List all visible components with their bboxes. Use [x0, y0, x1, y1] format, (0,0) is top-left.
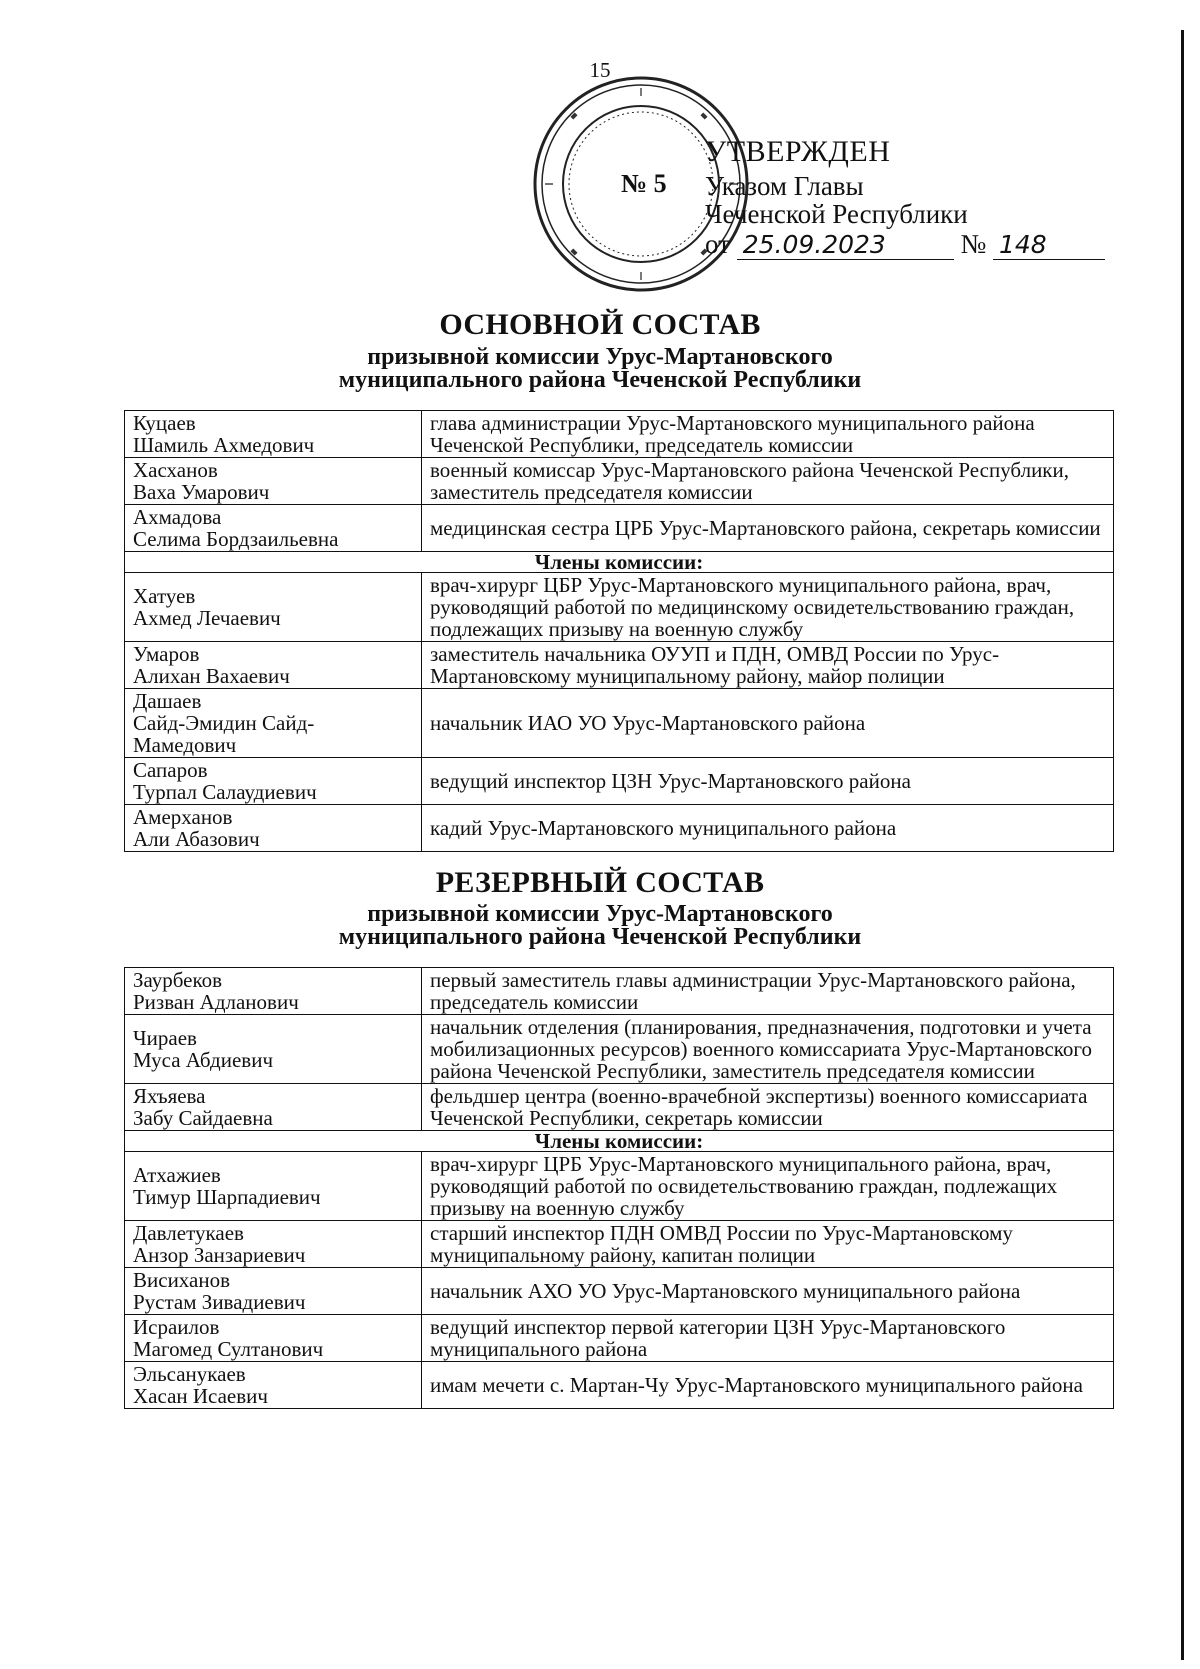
member-position: ведущий инспектор ЦЗН Урус-Мартановского района — [422, 758, 1114, 805]
table-row — [125, 1362, 1114, 1409]
member-surname: Яхъяева — [133, 1084, 206, 1108]
member-given-names: Ризван Адланович — [133, 990, 299, 1014]
member-surname: Сапаров — [133, 758, 208, 782]
member-name — [125, 1362, 422, 1409]
member-name — [125, 758, 422, 805]
member-name — [125, 1268, 422, 1315]
table-row — [125, 1152, 1114, 1221]
member-given-names: Тимур Шарпадиевич — [133, 1185, 321, 1209]
member-name — [125, 1152, 422, 1221]
member-name — [125, 1315, 422, 1362]
member-given-names: Хасан Исаевич — [133, 1384, 268, 1408]
member-given-names: Селима Бордзаильевна — [133, 527, 339, 551]
table-row — [125, 805, 1114, 852]
reserve-subtitle-line-1: призывной комиссии Урус-Мартановского — [367, 901, 833, 927]
member-surname: Дашаев — [133, 689, 202, 713]
member-surname: Куцаев — [133, 411, 196, 435]
member-position: врач-хирург ЦБР Урус-Мартановского муниципального района, врач, руководящий работой по медицинскому освидетельствованию граждан, подлежащих призыву на военную службу — [422, 573, 1114, 642]
table-row — [125, 1315, 1114, 1362]
member-given-names: Шамиль Ахмедович — [133, 433, 315, 457]
member-surname: Ахмадова — [133, 505, 222, 529]
reserve-subtitle-line-2: муниципального района Чеченской Республики — [338, 924, 862, 950]
member-given-names: Ваха Умарович — [133, 480, 270, 504]
member-surname: Заурбеков — [133, 968, 223, 992]
member-name — [125, 505, 422, 552]
members-header: Члены комиссии: — [125, 1131, 1114, 1152]
member-name — [125, 458, 422, 505]
table-row — [125, 411, 1114, 458]
member-name — [125, 968, 422, 1015]
seal-number: № 5 — [621, 169, 667, 198]
member-position: медицинская сестра ЦРБ Урус-Мартановского района, секретарь комиссии — [422, 505, 1114, 552]
member-surname: Эльсанукаев — [133, 1362, 246, 1386]
page-edge-rule — [1181, 30, 1184, 1660]
member-position: глава администрации Урус-Мартановского муниципального района Чеченской Республики, председатель комиссии — [422, 411, 1114, 458]
table-row — [125, 505, 1114, 552]
member-surname: Хасханов — [133, 458, 218, 482]
member-surname: Давлетукаев — [133, 1221, 244, 1245]
approval-date-row — [705, 230, 1105, 260]
members-header-row — [125, 552, 1114, 573]
member-surname: Умаров — [133, 642, 200, 666]
main-composition-table — [124, 410, 1114, 852]
member-given-names: Алихан Вахаевич — [133, 664, 290, 688]
table-row — [125, 1084, 1114, 1131]
member-surname: Хатуев — [133, 584, 196, 608]
table-row — [125, 1221, 1114, 1268]
member-position: врач-хирург ЦРБ Урус-Мартановского муниципального района, врач, руководящий работой по освидетельствованию граждан, подлежащих призыву на военную службу — [422, 1152, 1114, 1221]
page-number: 15 — [589, 58, 611, 82]
table-row — [125, 968, 1114, 1015]
member-position: имам мечети с. Мартан-Чу Урус-Мартановского муниципального района — [422, 1362, 1114, 1409]
main-title: ОСНОВНОЙ СОСТАВ — [439, 308, 761, 341]
member-surname: Чираев — [133, 1026, 197, 1050]
reserve-title: РЕЗЕРВНЫЙ СОСТАВ — [435, 866, 765, 899]
member-name — [125, 689, 422, 758]
table-row — [125, 1015, 1114, 1084]
approval-block — [705, 135, 1105, 260]
member-name — [125, 573, 422, 642]
member-position: ведущий инспектор первой категории ЦЗН Урус-Мартановского муниципального района — [422, 1315, 1114, 1362]
member-position: старший инспектор ПДН ОМВД России по Урус-Мартановскому муниципальному району, капитан полиции — [422, 1221, 1114, 1268]
member-given-names: Рустам Зивадиевич — [133, 1290, 306, 1314]
main-subtitle-line-2: муниципального района Чеченской Республики — [338, 367, 862, 393]
date-prefix: от — [705, 229, 730, 259]
member-given-names: Сайд-Эмидин Сайд-Мамедович — [133, 711, 315, 757]
member-name — [125, 642, 422, 689]
table-row — [125, 458, 1114, 505]
member-given-names: Турпал Салаудиевич — [133, 780, 317, 804]
approval-number: 148 — [993, 231, 1105, 260]
reserve-composition-table — [124, 967, 1114, 1409]
table-row — [125, 689, 1114, 758]
table-row — [125, 642, 1114, 689]
table-row — [125, 758, 1114, 805]
member-position: военный комиссар Урус-Мартановского района Чеченской Республики, заместитель председателя комиссии — [422, 458, 1114, 505]
member-name — [125, 805, 422, 852]
table-row — [125, 1268, 1114, 1315]
member-position: начальник АХО УО Урус-Мартановского муниципального района — [422, 1268, 1114, 1315]
member-position: фельдшер центра (военно-врачебной экспертизы) военного комиссариата Чеченской Республики, секретарь комиссии — [422, 1084, 1114, 1131]
approval-line-2: Чеченской Республики — [705, 199, 968, 229]
approval-line-1: Указом Главы — [705, 171, 864, 201]
member-surname: Висиханов — [133, 1268, 231, 1292]
member-position: начальник ИАО УО Урус-Мартановского района — [422, 689, 1114, 758]
number-label: № — [960, 229, 987, 259]
member-given-names: Забу Сайдаевна — [133, 1106, 273, 1130]
table-row — [125, 573, 1114, 642]
member-position: кадий Урус-Мартановского муниципального района — [422, 805, 1114, 852]
member-given-names: Анзор Занзариевич — [133, 1243, 306, 1267]
member-name — [125, 1015, 422, 1084]
member-position: заместитель начальника ОУУП и ПДН, ОМВД России по Урус-Мартановскому муниципальному району, майор полиции — [422, 642, 1114, 689]
approval-title: УТВЕРЖДЕН — [705, 135, 891, 168]
member-name — [125, 1084, 422, 1131]
member-given-names: Ахмед Лечаевич — [133, 606, 281, 630]
members-header: Члены комиссии: — [125, 552, 1114, 573]
members-header-row — [125, 1131, 1114, 1152]
member-position: начальник отделения (планирования, предназначения, подготовки и учета мобилизационных ресурсов) военного комиссариата Урус-Мартановского района Чеченской Республики, заместитель председателя комиссии — [422, 1015, 1114, 1084]
member-surname: Исраилов — [133, 1315, 220, 1339]
member-given-names: Магомед Султанович — [133, 1337, 324, 1361]
member-surname: Атхажиев — [133, 1163, 221, 1187]
member-surname: Амерханов — [133, 805, 233, 829]
member-given-names: Муса Абдиевич — [133, 1048, 274, 1072]
member-given-names: Али Абазович — [133, 827, 260, 851]
member-position: первый заместитель главы администрации Урус-Мартановского района, председатель комиссии — [422, 968, 1114, 1015]
approval-date: 25.09.2023 — [737, 231, 954, 260]
member-name — [125, 411, 422, 458]
member-name — [125, 1221, 422, 1268]
main-subtitle-line-1: призывной комиссии Урус-Мартановского — [367, 344, 833, 370]
